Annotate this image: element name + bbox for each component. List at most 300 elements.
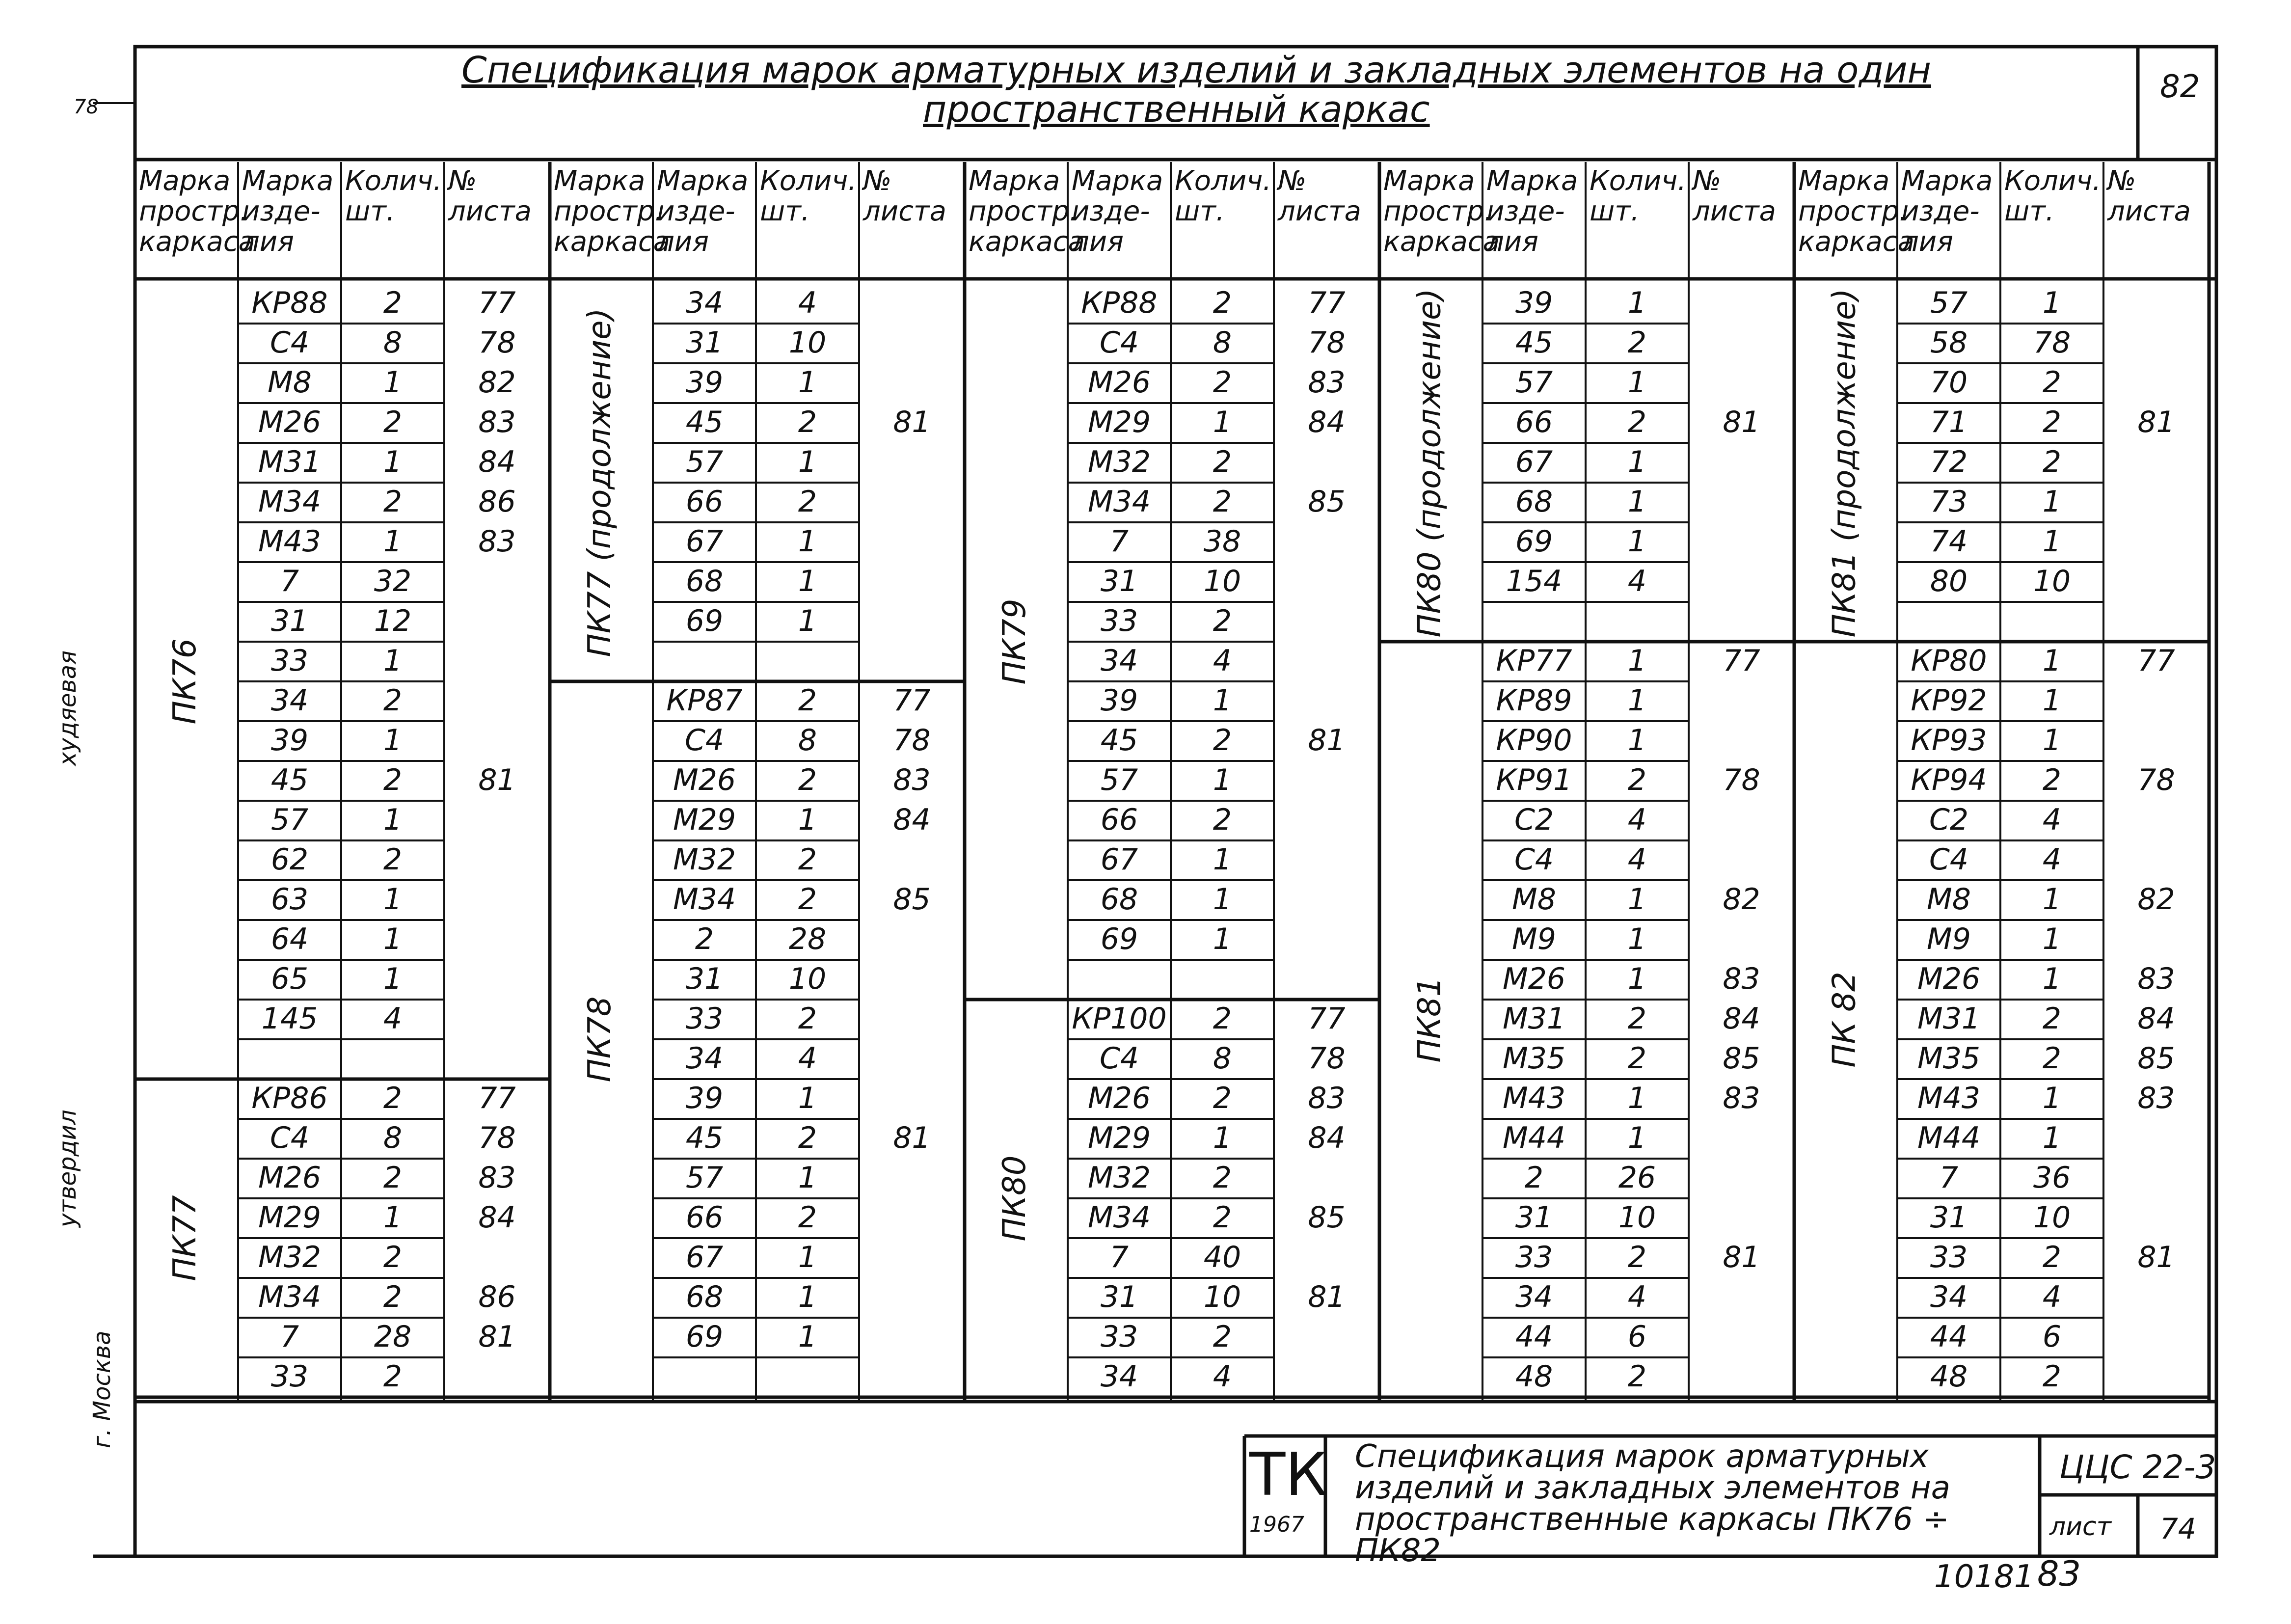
- frame-group-label: ПК77 (продолжение): [582, 308, 618, 657]
- table-cell-sheet: 83: [478, 524, 516, 559]
- table-cell-item: КР93: [1911, 723, 1987, 758]
- table-cell-qty: 38: [1203, 524, 1241, 559]
- table-cell-item: 45: [1100, 723, 1138, 758]
- table-cell-qty: 2: [1213, 1001, 1232, 1036]
- table-cell-item: КР89: [1496, 683, 1572, 718]
- table-cell-qty: 1: [1627, 445, 1647, 479]
- table-cell-item: 68: [685, 1280, 724, 1314]
- table-cell-qty: 2: [1627, 1240, 1647, 1274]
- table-cell-qty: 10: [1203, 1280, 1241, 1314]
- table-cell-qty: 8: [1213, 1041, 1232, 1076]
- table-cell-item: С4: [684, 723, 725, 758]
- table-cell-item: 31: [270, 604, 309, 638]
- table-cell-item: 62: [270, 842, 309, 877]
- table-cell-sheet: 81: [478, 1320, 516, 1354]
- table-cell-item: КР92: [1911, 683, 1987, 718]
- table-cell-item: М35: [1502, 1041, 1566, 1076]
- table-cell-sheet: 82: [2137, 882, 2175, 917]
- table-cell-item: 66: [1515, 405, 1553, 439]
- table-cell-sheet: 84: [1308, 405, 1346, 439]
- table-cell-item: М43: [1502, 1081, 1566, 1115]
- table-cell-qty: 2: [1627, 325, 1647, 360]
- table-cell-item: 44: [1930, 1320, 1968, 1354]
- table-cell-qty: 28: [788, 922, 827, 956]
- table-cell-qty: 2: [2042, 1001, 2062, 1036]
- table-cell-qty: 1: [2042, 922, 2062, 956]
- table-cell-item: 48: [1930, 1359, 1968, 1394]
- table-cell-sheet: 83: [1308, 365, 1346, 400]
- table-cell-qty: 1: [2042, 286, 2062, 320]
- table-cell-qty: 4: [1627, 842, 1647, 877]
- table-cell-qty: 1: [1627, 882, 1647, 917]
- table-cell-qty: 1: [2042, 882, 2062, 917]
- table-cell-sheet: 84: [478, 1200, 516, 1235]
- table-cell-item: 34: [1930, 1280, 1968, 1314]
- table-cell-item: 44: [1515, 1320, 1553, 1354]
- table-cell-item: 67: [1515, 445, 1553, 479]
- table-cell-qty: 4: [798, 1041, 817, 1076]
- table-cell-qty: 2: [1213, 604, 1232, 638]
- table-cell-item: 67: [685, 524, 724, 559]
- table-cell-sheet: 84: [478, 445, 516, 479]
- table-cell-item: 34: [270, 683, 309, 718]
- stamp-sheet-label: лист: [2049, 1512, 2111, 1542]
- table-cell-item: 31: [685, 962, 724, 996]
- table-cell-qty: 10: [788, 325, 827, 360]
- table-cell-sheet: 77: [478, 1081, 516, 1115]
- table-cell-sheet: 77: [1308, 1001, 1346, 1036]
- table-cell-qty: 1: [383, 882, 403, 917]
- table-cell-item: 65: [270, 962, 309, 996]
- table-cell-qty: 10: [2033, 564, 2071, 598]
- table-cell-sheet: 81: [1723, 405, 1760, 439]
- frame-group-label: ПК78: [582, 996, 618, 1083]
- table-cell-sheet: 77: [2137, 644, 2175, 678]
- table-cell-qty: 2: [1627, 1041, 1647, 1076]
- table-cell-qty: 2: [383, 1240, 403, 1274]
- table-cell-qty: 1: [1213, 882, 1232, 917]
- table-cell-item: 68: [1515, 485, 1553, 519]
- table-cell-item: 33: [685, 1001, 724, 1036]
- table-cell-item: 57: [1515, 365, 1553, 400]
- table-cell-item: 33: [270, 644, 309, 678]
- table-cell-qty: 1: [2042, 1121, 2062, 1155]
- table-cell-qty: 2: [383, 1081, 403, 1115]
- table-cell-item: М9: [1927, 922, 1971, 956]
- table-cell-qty: 2: [1627, 763, 1647, 797]
- table-cell-item: 71: [1930, 405, 1968, 439]
- table-cell-item: М44: [1917, 1121, 1981, 1155]
- table-cell-qty: 1: [1213, 922, 1232, 956]
- table-cell-sheet: 77: [1308, 286, 1346, 320]
- table-cell-item: 66: [685, 485, 724, 519]
- table-cell-qty: 2: [798, 1121, 817, 1155]
- stamp-logo: ТК: [1249, 1441, 1327, 1509]
- frame-group-label: ПК76: [167, 638, 203, 725]
- table-cell-item: 34: [1100, 1359, 1138, 1394]
- table-cell-item: КР88: [1081, 286, 1158, 320]
- table-cell-qty: 4: [2042, 1280, 2062, 1314]
- table-cell-item: М26: [1502, 962, 1566, 996]
- table-cell-qty: 2: [1213, 365, 1232, 400]
- table-cell-qty: 12: [374, 604, 412, 638]
- table-cell-item: 39: [1100, 683, 1138, 718]
- table-cell-item: КР77: [1496, 644, 1572, 678]
- frame-group-label: ПК 82: [1826, 971, 1862, 1068]
- table-cell-item: С4: [1929, 842, 1969, 877]
- table-cell-qty: 1: [1627, 644, 1647, 678]
- table-cell-qty: 1: [383, 524, 403, 559]
- column-header-item-mark: Марка изде- лия: [1901, 165, 1993, 258]
- table-cell-item: М34: [673, 882, 736, 917]
- table-cell-sheet: 82: [478, 365, 516, 400]
- table-cell-item: М43: [258, 524, 322, 559]
- table-cell-qty: 1: [383, 803, 403, 837]
- table-cell-item: 68: [685, 564, 724, 598]
- table-cell-item: 69: [1100, 922, 1138, 956]
- table-cell-item: 57: [270, 803, 309, 837]
- table-cell-qty: 2: [2042, 445, 2062, 479]
- table-cell-item: 34: [1100, 644, 1138, 678]
- table-cell-item: 64: [270, 922, 309, 956]
- title-line-1: Спецификация марок арматурных изделий и закладных элементов на один: [461, 49, 1932, 91]
- table-cell-item: М29: [1087, 405, 1151, 439]
- table-cell-sheet: 81: [2137, 405, 2175, 439]
- table-cell-item: М34: [1087, 1200, 1151, 1235]
- table-cell-sheet: 77: [478, 286, 516, 320]
- table-cell-qty: 1: [2042, 723, 2062, 758]
- table-cell-qty: 1: [1627, 723, 1647, 758]
- table-cell-item: КР86: [251, 1081, 328, 1115]
- table-cell-sheet: 85: [1308, 485, 1346, 519]
- table-cell-qty: 1: [1627, 1121, 1647, 1155]
- table-cell-item: 31: [685, 325, 724, 360]
- table-cell-qty: 28: [374, 1320, 412, 1354]
- table-cell-item: 34: [685, 1041, 724, 1076]
- frame-group-label: ПК77: [167, 1195, 203, 1281]
- table-cell-qty: 1: [1213, 683, 1232, 718]
- table-cell-item: С2: [1929, 803, 1969, 837]
- table-cell-qty: 1: [1213, 842, 1232, 877]
- table-cell-qty: 2: [383, 1280, 403, 1314]
- table-cell-qty: 2: [798, 763, 817, 797]
- column-header-item-mark: Марка изде- лия: [1486, 165, 1578, 258]
- table-cell-item: 2: [1524, 1161, 1544, 1195]
- table-cell-qty: 2: [383, 405, 403, 439]
- table-cell-sheet: 85: [1308, 1200, 1346, 1235]
- table-cell-qty: 1: [798, 1081, 817, 1115]
- table-cell-sheet: 81: [1308, 723, 1346, 758]
- table-cell-qty: 1: [798, 1320, 817, 1354]
- column-header-sheet: № листа: [1278, 165, 1361, 227]
- frame-group-label: ПК81: [1411, 976, 1448, 1062]
- table-cell-item: М26: [258, 1161, 322, 1195]
- table-cell-item: 34: [1515, 1280, 1553, 1314]
- table-cell-item: 7: [280, 564, 299, 598]
- stamp-description: Спецификация марок арматурных изделий и закладных элементов на пространственные каркасы ПК76 ÷ ПК82: [1355, 1438, 1950, 1569]
- table-cell-qty: 40: [1203, 1240, 1241, 1274]
- table-cell-qty: 1: [2042, 1081, 2062, 1115]
- table-cell-qty: 1: [798, 365, 817, 400]
- table-cell-item: М34: [258, 1280, 322, 1314]
- table-cell-qty: 2: [1213, 1200, 1232, 1235]
- table-cell-qty: 1: [1627, 365, 1647, 400]
- table-cell-item: 73: [1930, 485, 1968, 519]
- table-cell-item: 39: [685, 365, 724, 400]
- table-cell-qty: 2: [1213, 723, 1232, 758]
- table-cell-item: М26: [1087, 1081, 1151, 1115]
- table-cell-qty: 2: [2042, 1359, 2062, 1394]
- table-cell-item: 57: [685, 1161, 724, 1195]
- table-cell-sheet: 83: [893, 763, 931, 797]
- table-cell-item: 31: [1515, 1200, 1553, 1235]
- table-cell-sheet: 78: [1723, 763, 1760, 797]
- table-cell-qty: 1: [1213, 405, 1232, 439]
- table-cell-qty: 2: [1213, 286, 1232, 320]
- table-cell-sheet: 85: [2137, 1041, 2175, 1076]
- table-cell-item: М26: [1917, 962, 1981, 996]
- table-cell-sheet: 85: [1723, 1041, 1760, 1076]
- column-header-qty: Колич. шт.: [2004, 165, 2102, 227]
- table-cell-qty: 78: [2033, 325, 2071, 360]
- column-header-sheet: № листа: [2107, 165, 2191, 227]
- table-cell-item: 154: [1506, 564, 1563, 598]
- table-cell-item: М43: [1917, 1081, 1981, 1115]
- table-cell-item: М29: [258, 1200, 322, 1235]
- table-cell-qty: 1: [1627, 524, 1647, 559]
- table-cell-item: 33: [1515, 1240, 1553, 1274]
- table-cell-qty: 10: [1618, 1200, 1656, 1235]
- table-cell-item: 57: [1930, 286, 1968, 320]
- column-header-qty: Колич. шт.: [1175, 165, 1272, 227]
- table-cell-item: 145: [261, 1001, 318, 1036]
- column-header-frame-mark: Марка простр. каркаса: [1798, 165, 1914, 258]
- table-cell-qty: 2: [798, 1200, 817, 1235]
- table-cell-item: М31: [1502, 1001, 1566, 1036]
- table-cell-qty: 2: [798, 683, 817, 718]
- table-cell-item: 48: [1515, 1359, 1553, 1394]
- table-cell-item: 45: [685, 1121, 724, 1155]
- frame-group-label: ПК79: [997, 598, 1033, 685]
- table-cell-qty: 1: [1627, 962, 1647, 996]
- table-cell-item: 39: [1515, 286, 1553, 320]
- table-cell-item: 33: [270, 1359, 309, 1394]
- table-cell-sheet: 77: [893, 683, 931, 718]
- table-cell-sheet: 83: [1723, 962, 1760, 996]
- table-cell-item: 69: [1515, 524, 1553, 559]
- table-cell-item: 7: [1939, 1161, 1959, 1195]
- table-cell-item: КР90: [1496, 723, 1572, 758]
- table-cell-qty: 1: [383, 962, 403, 996]
- table-cell-qty: 2: [2042, 763, 2062, 797]
- table-cell-sheet: 83: [2137, 1081, 2175, 1115]
- table-cell-qty: 2: [2042, 1240, 2062, 1274]
- table-cell-item: 63: [270, 882, 309, 917]
- margin-label-approved: худяевая: [54, 650, 81, 766]
- table-cell-item: С4: [1099, 325, 1139, 360]
- table-cell-item: КР87: [666, 683, 743, 718]
- table-cell-item: М31: [258, 445, 322, 479]
- table-cell-qty: 1: [383, 1200, 403, 1235]
- table-cell-qty: 2: [798, 1001, 817, 1036]
- margin-label-vertical: утвердил: [54, 1110, 81, 1227]
- table-cell-item: М26: [1087, 365, 1151, 400]
- table-cell-qty: 1: [1213, 763, 1232, 797]
- margin-label-city: г. Москва: [88, 1330, 116, 1448]
- table-cell-sheet: 77: [1723, 644, 1760, 678]
- table-cell-qty: 1: [383, 445, 403, 479]
- table-cell-item: 70: [1930, 365, 1968, 400]
- table-cell-qty: 1: [798, 524, 817, 559]
- table-cell-sheet: 86: [478, 485, 516, 519]
- table-cell-qty: 2: [1213, 1081, 1232, 1115]
- table-cell-item: 7: [1109, 1240, 1129, 1274]
- column-header-frame-mark: Марка простр. каркаса: [554, 165, 670, 258]
- table-cell-sheet: 85: [893, 882, 931, 917]
- table-cell-sheet: 78: [1308, 325, 1346, 360]
- table-cell-item: 74: [1930, 524, 1968, 559]
- table-cell-item: 57: [685, 445, 724, 479]
- table-cell-qty: 6: [1627, 1320, 1647, 1354]
- footer-code: 10181: [1934, 1559, 2034, 1595]
- table-cell-qty: 2: [2042, 405, 2062, 439]
- table-cell-item: 66: [685, 1200, 724, 1235]
- table-cell-qty: 1: [798, 1280, 817, 1314]
- table-cell-qty: 1: [1627, 286, 1647, 320]
- table-cell-qty: 1: [383, 365, 403, 400]
- table-cell-item: М26: [258, 405, 322, 439]
- table-cell-sheet: 78: [2137, 763, 2175, 797]
- table-cell-qty: 2: [798, 882, 817, 917]
- table-cell-item: 39: [685, 1081, 724, 1115]
- table-cell-sheet: 78: [478, 325, 516, 360]
- table-cell-item: М9: [1512, 922, 1556, 956]
- table-cell-qty: 4: [1627, 803, 1647, 837]
- table-cell-qty: 1: [798, 445, 817, 479]
- table-cell-item: 33: [1100, 604, 1138, 638]
- table-cell-qty: 2: [383, 286, 403, 320]
- table-cell-item: 80: [1930, 564, 1968, 598]
- table-cell-item: С4: [1099, 1041, 1139, 1076]
- table-cell-item: С4: [270, 325, 310, 360]
- table-cell-qty: 8: [383, 1121, 403, 1155]
- column-header-sheet: № листа: [1693, 165, 1776, 227]
- table-cell-qty: 1: [1627, 683, 1647, 718]
- table-cell-item: М8: [1512, 882, 1556, 917]
- table-cell-sheet: 83: [478, 405, 516, 439]
- column-header-item-mark: Марка изде- лия: [242, 165, 334, 258]
- table-cell-qty: 1: [2042, 485, 2062, 519]
- table-cell-qty: 10: [788, 962, 827, 996]
- table-cell-item: М8: [268, 365, 312, 400]
- table-cell-qty: 32: [374, 564, 412, 598]
- table-cell-qty: 2: [1213, 803, 1232, 837]
- table-cell-item: М35: [1917, 1041, 1981, 1076]
- table-cell-item: 7: [1109, 524, 1129, 559]
- table-cell-item: 39: [270, 723, 309, 758]
- table-cell-qty: 2: [383, 485, 403, 519]
- table-cell-qty: 1: [798, 1240, 817, 1274]
- table-cell-item: 7: [280, 1320, 299, 1354]
- table-cell-sheet: 83: [478, 1161, 516, 1195]
- table-cell-qty: 8: [383, 325, 403, 360]
- table-cell-sheet: 81: [893, 405, 931, 439]
- table-cell-qty: 1: [1627, 922, 1647, 956]
- table-cell-item: 72: [1930, 445, 1968, 479]
- table-cell-item: КР100: [1072, 1001, 1167, 1036]
- table-cell-qty: 6: [2042, 1320, 2062, 1354]
- table-cell-sheet: 86: [478, 1280, 516, 1314]
- table-cell-qty: 8: [1213, 325, 1232, 360]
- table-cell-qty: 2: [383, 1359, 403, 1394]
- table-cell-item: 69: [685, 604, 724, 638]
- table-cell-item: 34: [685, 286, 724, 320]
- column-header-frame-mark: Марка простр. каркаса: [139, 165, 255, 258]
- table-cell-item: КР88: [251, 286, 328, 320]
- table-cell-item: М32: [673, 842, 736, 877]
- table-cell-sheet: 81: [1723, 1240, 1760, 1274]
- table-cell-item: 33: [1100, 1320, 1138, 1354]
- table-cell-sheet: 81: [478, 763, 516, 797]
- table-cell-qty: 1: [383, 723, 403, 758]
- table-cell-item: 68: [1100, 882, 1138, 917]
- table-cell-qty: 1: [1627, 1081, 1647, 1115]
- table-cell-qty: 4: [1213, 644, 1232, 678]
- table-cell-item: М26: [673, 763, 736, 797]
- table-cell-item: М44: [1502, 1121, 1566, 1155]
- table-cell-item: 67: [1100, 842, 1138, 877]
- column-header-qty: Колич. шт.: [760, 165, 857, 227]
- table-cell-qty: 1: [1213, 1121, 1232, 1155]
- table-cell-item: М8: [1927, 882, 1971, 917]
- table-cell-qty: 1: [2042, 683, 2062, 718]
- table-cell-sheet: 78: [478, 1121, 516, 1155]
- table-cell-item: С4: [270, 1121, 310, 1155]
- table-cell-qty: 2: [383, 683, 403, 718]
- table-cell-qty: 4: [1627, 564, 1647, 598]
- table-cell-item: 45: [1515, 325, 1553, 360]
- table-cell-qty: 1: [798, 803, 817, 837]
- table-cell-qty: 2: [383, 842, 403, 877]
- table-cell-qty: 1: [1627, 485, 1647, 519]
- table-cell-item: М32: [258, 1240, 322, 1274]
- table-cell-sheet: 81: [893, 1121, 931, 1155]
- table-cell-qty: 4: [1627, 1280, 1647, 1314]
- table-cell-qty: 2: [1627, 1001, 1647, 1036]
- table-cell-qty: 1: [2042, 962, 2062, 996]
- table-cell-qty: 4: [798, 286, 817, 320]
- table-cell-item: М34: [258, 485, 322, 519]
- table-cell-qty: 26: [1618, 1161, 1656, 1195]
- table-cell-sheet: 82: [1723, 882, 1760, 917]
- table-cell-item: 45: [270, 763, 309, 797]
- table-cell-item: М29: [1087, 1121, 1151, 1155]
- column-header-item-mark: Марка изде- лия: [1072, 165, 1163, 258]
- table-cell-item: 58: [1930, 325, 1968, 360]
- table-cell-item: М34: [1087, 485, 1151, 519]
- table-cell-item: С2: [1514, 803, 1554, 837]
- table-cell-sheet: 84: [1723, 1001, 1760, 1036]
- stamp-year: 1967: [1249, 1512, 1304, 1537]
- column-header-sheet: № листа: [863, 165, 946, 227]
- table-cell-qty: 8: [798, 723, 817, 758]
- table-cell-qty: 2: [1627, 405, 1647, 439]
- table-cell-item: М29: [673, 803, 736, 837]
- table-cell-sheet: 84: [893, 803, 931, 837]
- table-cell-sheet: 78: [1308, 1041, 1346, 1076]
- frame-group-label: ПК80: [997, 1155, 1033, 1242]
- footer-page: 83: [2037, 1554, 2081, 1594]
